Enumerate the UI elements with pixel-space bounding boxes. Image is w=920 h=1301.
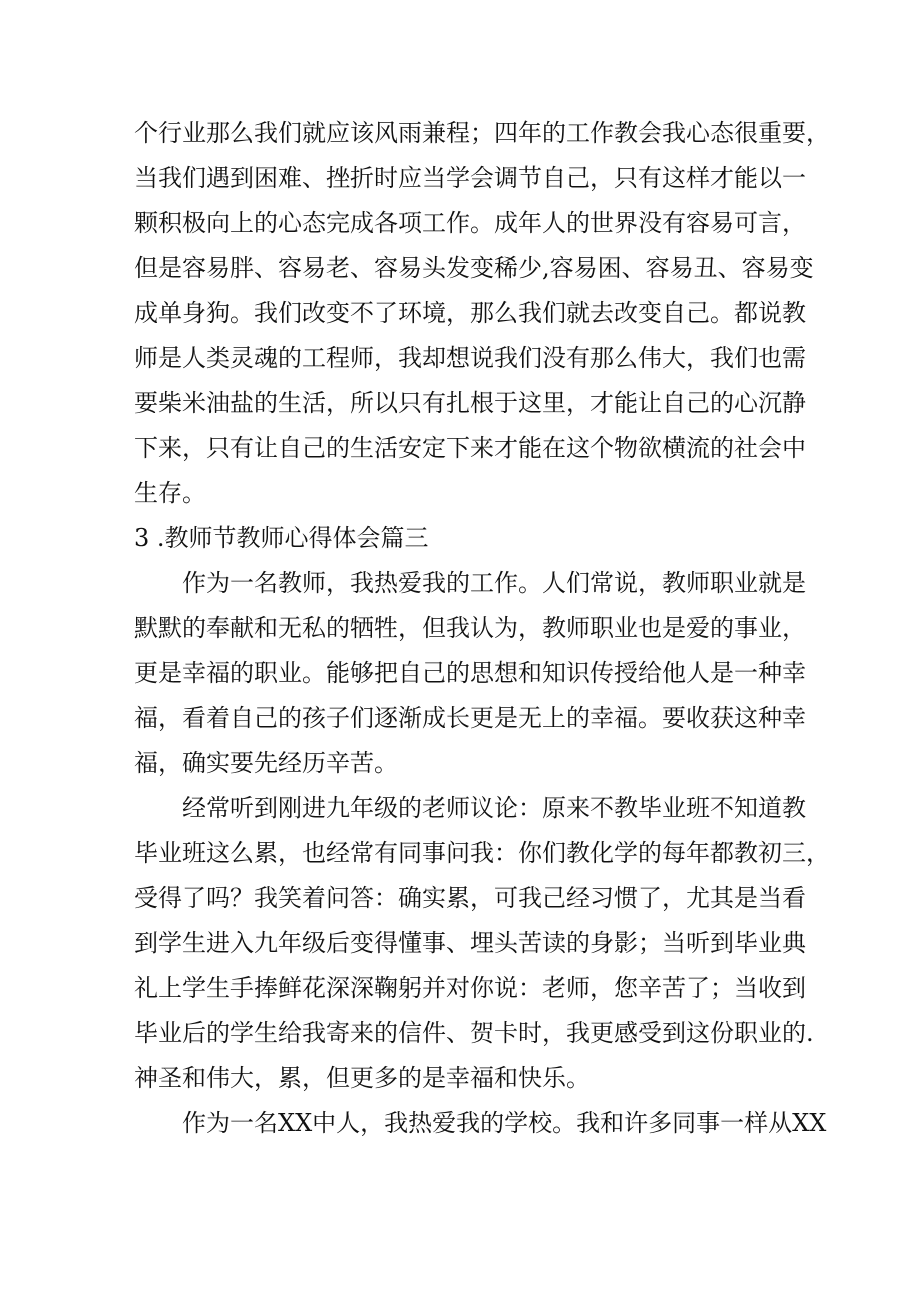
text-line: 个行业那么我们就应该风雨兼程；四年的工作教会我心态很重要， <box>134 119 830 147</box>
text-line: 作为一名XX中人，我热爱我的学校。我和许多同事一样从XX <box>182 1109 827 1137</box>
text-line: 神圣和伟大，累，但更多的是幸福和快乐。 <box>134 1064 590 1092</box>
text-line: 福，看着自己的孩子们逐渐成长更是无上的幸福。要收获这种幸 <box>134 704 806 732</box>
text-line: 更是幸福的职业。能够把自己的思想和知识传授给他人是一种幸 <box>134 659 806 687</box>
text-line: 颗积极向上的心态完成各项工作。成年人的世界没有容易可言， <box>134 209 806 237</box>
text-line: 福，确实要先经历辛苦。 <box>134 749 398 777</box>
text-line: 师是人类灵魂的工程师，我却想说我们没有那么伟大，我们也需 <box>134 344 806 372</box>
text-line: 要柴米油盐的生活，所以只有扎根于这里，才能让自己的心沉静 <box>134 389 806 417</box>
text-line: 经常听到刚进九年级的老师议论：原来不教毕业班不知道教 <box>182 794 806 822</box>
text-line: 生存。 <box>134 479 206 507</box>
text-line: 到学生进入九年级后变得懂事、埋头苦读的身影；当听到毕业典 <box>134 929 806 957</box>
text-line: 礼上学生手捧鲜花深深鞠躬并对你说：老师，您辛苦了；当收到 <box>134 974 806 1002</box>
text-line: 下来，只有让自己的生活安定下来才能在这个物欲横流的社会中 <box>134 434 806 462</box>
continued-paragraph <box>134 111 830 516</box>
paragraph-2 <box>134 786 830 1101</box>
text-line: 但是容易胖、容易老、容易头发变稀少,容易困、容易丑、容易变 <box>134 254 814 282</box>
text-line: 受得了吗？我笑着问答：确实累，可我己经习惯了，尤其是当看 <box>134 884 806 912</box>
text-line: 成单身狗。我们改变不了环境，那么我们就去改变自己。都说教 <box>134 299 806 327</box>
paragraph-1 <box>134 561 804 786</box>
paragraph-3 <box>134 1101 827 1146</box>
text-line: 毕业后的学生给我寄来的信件、贺卡时，我更感受到这份职业的. <box>134 1019 814 1047</box>
text-line: 默默的奉献和无私的牺牲，但我认为，教师职业也是爱的事业， <box>134 614 806 642</box>
text-line: 当我们遇到困难、挫折时应当学会调节自己，只有这样才能以一 <box>134 164 806 192</box>
text-line: 毕业班这么累，也经常有同事问我：你们教化学的每年都教初三， <box>134 839 830 867</box>
document-body <box>134 111 830 1146</box>
section-heading: 3 .教师节教师心得体会篇三 <box>134 524 429 552</box>
text-line: 作为一名教师，我热爱我的工作。人们常说，教师职业就是 <box>182 569 806 597</box>
